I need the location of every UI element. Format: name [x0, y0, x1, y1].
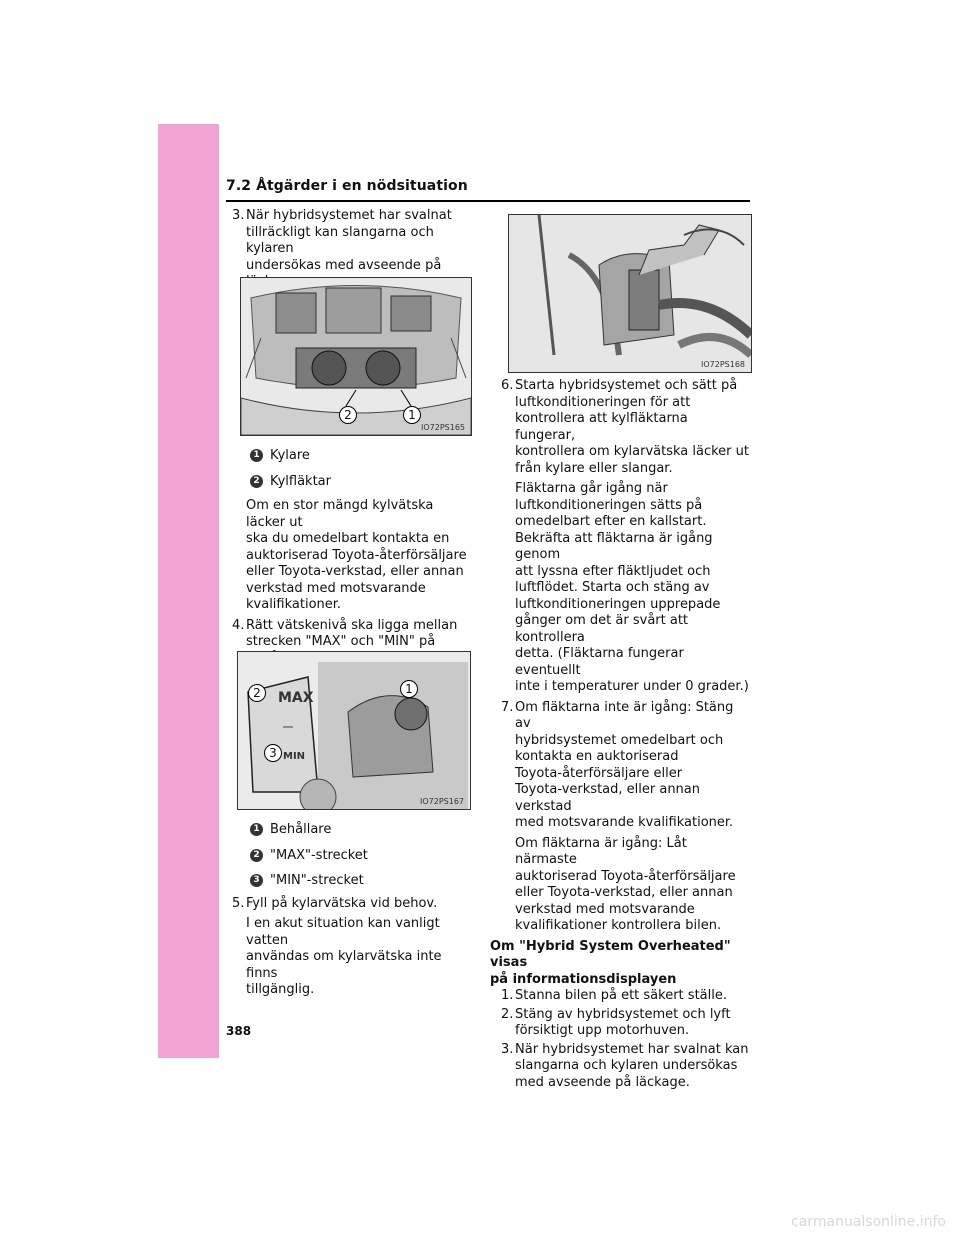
callout-3: 3: [264, 744, 282, 762]
heading-line: Om "Hybrid System Overheated" visas: [490, 938, 731, 970]
note-line: verkstad med motsvarande: [515, 901, 695, 917]
note-line: kvalifikationer kontrollera bilen.: [515, 918, 722, 933]
note-line: kvalifikationer.: [246, 597, 342, 612]
step-line: När hybridsystemet har svalnat kan: [515, 1041, 749, 1057]
overheat-step-3: [495, 1042, 751, 1092]
step-number: 5.: [232, 895, 245, 911]
note-line: detta. (Fläktarna fungerar eventuellt: [515, 646, 684, 678]
step-line: Stanna bilen på ett säkert ställe.: [515, 988, 727, 1003]
note-fans-running: [495, 836, 751, 935]
note-line: omedelbart efter en kallstart.: [515, 514, 707, 529]
figure-refill: [508, 214, 752, 373]
note-line: eller Toyota-verkstad, eller annan: [515, 885, 733, 900]
step-7: [495, 700, 751, 832]
step-line: försiktigt upp motorhuven.: [515, 1023, 690, 1038]
legend-number-icon: 2: [250, 475, 263, 488]
legend-item-1: [226, 448, 471, 465]
overheat-step-2: [495, 1007, 751, 1040]
min-label: MIN: [283, 751, 306, 762]
left-column-bottom: [226, 817, 471, 1003]
callout-2: 2: [339, 406, 357, 424]
left-column-middle: [226, 443, 471, 669]
legend-number-icon: 1: [250, 823, 263, 836]
note-fans-start: [495, 481, 751, 696]
step-5: [226, 896, 471, 913]
callout-1: 1: [400, 680, 418, 698]
page-number: 388: [226, 1024, 252, 1038]
note-line: eller Toyota-verkstad, eller annan: [246, 564, 464, 579]
heading-line: på informationsdisplayen: [490, 971, 677, 987]
note-coolant-leak: [226, 498, 471, 614]
step-number: 3.: [232, 208, 245, 223]
note-line: gånger om det är svårt att kontrollera: [515, 613, 689, 645]
side-tab-band: [158, 124, 219, 1058]
note-line: luftkonditioneringen sätts på: [515, 497, 703, 513]
section-header: [226, 178, 750, 194]
step-line: Rätt vätskenivå ska ligga mellan: [246, 617, 458, 633]
step-line: kontrollera om kylarvätska läcker ut: [515, 444, 749, 459]
figure-radiator: [240, 277, 472, 436]
watermark: carmanualsonline.info: [791, 1214, 946, 1230]
step-line: tillräckligt kan slangarna och kylaren: [246, 224, 434, 256]
step-line: kontrollera att kylfläktarna fungerar,: [515, 411, 688, 443]
legend-text: Kylare: [270, 448, 310, 463]
note-line: tillgänglig.: [246, 982, 315, 997]
step-line: Toyota-verkstad, eller annan verkstad: [515, 782, 701, 814]
callout-2: 2: [248, 684, 266, 702]
note-line: Bekräfta att fläktarna är igång genom: [515, 530, 713, 562]
note-line: att lyssna efter fläktljudet och: [515, 563, 711, 579]
step-line: luftkonditioneringen för att: [515, 394, 691, 410]
header-divider: [226, 200, 750, 202]
step-number: 7.: [501, 699, 514, 715]
note-line: verkstad med motsvarande: [246, 580, 426, 596]
legend-text: "MIN"-strecket: [270, 873, 364, 888]
section-title: 7.2 Åtgärder i en nödsituation: [226, 178, 468, 194]
legend-text: Behållare: [270, 822, 332, 837]
legend-text: Kylfläktar: [270, 473, 331, 489]
figure-code: IO72PS167: [419, 797, 464, 806]
step-number: 3.: [501, 1041, 514, 1057]
step-line: Om fläktarna inte är igång: Stäng av: [515, 699, 734, 731]
step-number: 4.: [232, 617, 245, 633]
step-line: hybridsystemet omedelbart och: [515, 732, 724, 748]
figure-code: IO72PS168: [700, 360, 745, 369]
overheat-step-1: [495, 988, 751, 1005]
subsection-heading: [490, 939, 751, 989]
note-line: luftflödet. Starta och stäng av: [515, 580, 710, 595]
legend-item-3: [226, 873, 471, 890]
note-line: inte i temperaturer under 0 grader.): [515, 679, 749, 694]
step-line: Starta hybridsystemet och sätt på: [515, 378, 738, 393]
right-column: [490, 378, 751, 1093]
step-line: strecken "MAX" och "MIN" på: [246, 634, 436, 649]
note-line: användas om kylarvätska inte finns: [246, 949, 442, 981]
note-line: luftkonditioneringen upprepade: [515, 596, 721, 612]
step-line: kontakta en auktoriserad: [515, 749, 679, 764]
refill-illustration: [509, 215, 751, 372]
figure-code: IO72PS165: [420, 423, 465, 432]
note-line: ska du omedelbart kontakta en: [246, 531, 450, 546]
step-number: 1.: [501, 988, 514, 1003]
reservoir-illustration: [238, 652, 470, 809]
note-line: Fläktarna går igång när: [515, 481, 668, 496]
legend-number-icon: 3: [250, 874, 263, 887]
legend-text: "MAX"-strecket: [270, 847, 368, 863]
max-label: MAX: [278, 690, 314, 706]
step-line: med avseende på läckage.: [515, 1074, 690, 1090]
legend-item-2: [226, 474, 471, 491]
note-line: Om fläktarna är igång: Låt närmaste: [515, 835, 687, 867]
step-line: Stäng av hybridsystemet och lyft: [515, 1006, 731, 1022]
step-line: slangarna och kylaren undersökas: [515, 1058, 738, 1073]
step-line: Toyota-återförsäljare eller: [515, 765, 683, 781]
legend-item-2: [226, 848, 471, 865]
step-6: [495, 378, 751, 477]
legend-number-icon: 2: [250, 849, 263, 862]
legend-item-1: [226, 822, 471, 839]
step-line: Fyll på kylarvätska vid behov.: [246, 895, 438, 911]
step-line: undersökas med avseende på: [246, 257, 442, 273]
callout-1: 1: [403, 406, 421, 424]
step-line: med motsvarande kvalifikationer.: [515, 815, 734, 830]
figure-reservoir: [237, 651, 471, 810]
note-water: [226, 916, 471, 999]
step-line: När hybridsystemet har svalnat: [246, 208, 452, 223]
step-number: 2.: [501, 1006, 514, 1022]
step-line: från kylare eller slangar.: [515, 460, 673, 476]
note-line: auktoriserad Toyota-återförsäljare: [515, 868, 736, 884]
note-line: I en akut situation kan vanligt vatten: [246, 916, 440, 948]
note-line: auktoriserad Toyota-återförsäljare: [246, 547, 467, 563]
step-number: 6.: [501, 378, 514, 393]
legend-number-icon: 1: [250, 449, 263, 462]
note-line: Om en stor mängd kylvätska läcker ut: [246, 498, 434, 530]
